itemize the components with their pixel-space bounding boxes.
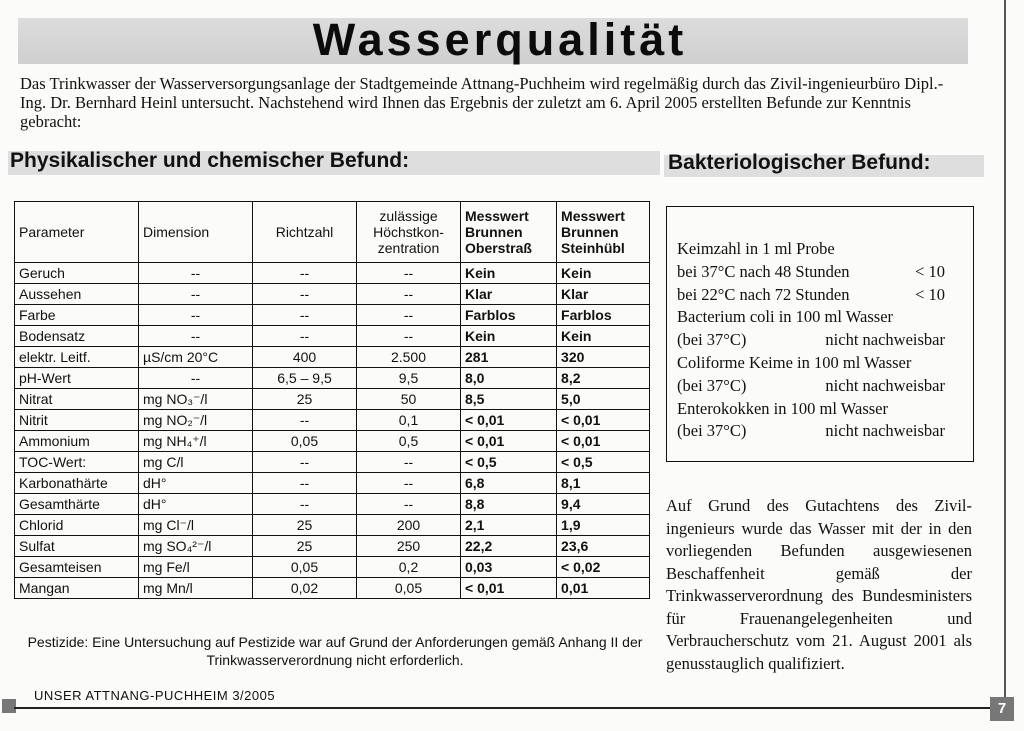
cell-steinhuebl: 23,6 bbox=[557, 536, 650, 557]
table-row bbox=[15, 515, 650, 536]
bakt-item bbox=[677, 375, 957, 398]
cell-dimension: µS/cm 20°C bbox=[139, 347, 253, 368]
bakt-item bbox=[677, 420, 957, 443]
bakt-item-label: (bei 37°C) bbox=[677, 330, 747, 350]
cell-parameter: Ammonium bbox=[15, 431, 139, 452]
bakt-item-value bbox=[945, 352, 957, 375]
bakt-item-value bbox=[945, 238, 957, 261]
cell-parameter: Chlorid bbox=[15, 515, 139, 536]
col-header-oberstrass: Messwert Brunnen Oberstraß bbox=[461, 202, 557, 263]
cell-hoechstkonzentration: -- bbox=[357, 263, 461, 284]
bakt-item-value: nicht nachweisbar bbox=[825, 330, 945, 350]
bakt-item-label: (bei 37°C) bbox=[677, 421, 747, 441]
bakt-item-label: Coliforme Keime in 100 ml Wasser bbox=[677, 352, 912, 372]
bakt-item bbox=[677, 238, 957, 261]
cell-oberstrass: Kein bbox=[461, 326, 557, 347]
cell-steinhuebl: < 0,5 bbox=[557, 452, 650, 473]
bakt-item-label: Bacterium coli in 100 ml Wasser bbox=[677, 307, 894, 327]
col-header-richtzahl: Richtzahl bbox=[253, 202, 357, 263]
cell-hoechstkonzentration: -- bbox=[357, 305, 461, 326]
cell-steinhuebl: 8,1 bbox=[557, 473, 650, 494]
cell-oberstrass: 6,8 bbox=[461, 473, 557, 494]
cell-oberstrass: 2,1 bbox=[461, 515, 557, 536]
cell-dimension: -- bbox=[139, 284, 253, 305]
table-row bbox=[15, 494, 650, 515]
cell-hoechstkonzentration: 0,5 bbox=[357, 431, 461, 452]
cell-dimension: mg C/l bbox=[139, 452, 253, 473]
bakt-heading: Bakteriologischer Befund: bbox=[668, 151, 931, 174]
cell-parameter: Nitrat bbox=[15, 389, 139, 410]
gutachten-paragraph: Auf Grund des Gutachtens des Zivil-ingenieurs wurde das Wasser mit der in den vorliegenden Befunden ausgewiesenen Beschaffenheit gemäß der Trinkwasserverordnung des Bundesministers für Frauenangelegenheiten und Verbraucherschutz vom 21. August 2001 als genusstauglich qualifiziert. bbox=[666, 496, 972, 673]
cell-hoechstkonzentration: 50 bbox=[357, 389, 461, 410]
cell-dimension: mg SO₄²⁻/l bbox=[139, 536, 253, 557]
cell-dimension: mg NH₄⁺/l bbox=[139, 431, 253, 452]
cell-steinhuebl: 8,2 bbox=[557, 368, 650, 389]
cell-oberstrass: < 0,01 bbox=[461, 410, 557, 431]
bakt-item bbox=[677, 398, 957, 421]
cell-dimension: mg Mn/l bbox=[139, 578, 253, 599]
table-row bbox=[15, 368, 650, 389]
cell-parameter: Gesamthärte bbox=[15, 494, 139, 515]
bakt-item-label: Keimzahl in 1 ml Probe bbox=[677, 239, 835, 258]
cell-steinhuebl: Kein bbox=[557, 326, 650, 347]
table-body bbox=[15, 263, 650, 599]
bakt-item-value: < 10 bbox=[915, 284, 945, 304]
cell-hoechstkonzentration: -- bbox=[357, 284, 461, 305]
cell-hoechstkonzentration: -- bbox=[357, 494, 461, 515]
page-title: Wasserqualität bbox=[312, 14, 688, 65]
bakt-item-value: < 10 bbox=[915, 261, 945, 281]
bakt-item-label: (bei 37°C) bbox=[677, 375, 747, 395]
cell-richtzahl: -- bbox=[253, 326, 357, 347]
bakt-item-value bbox=[945, 306, 957, 329]
table-row bbox=[15, 389, 650, 410]
cell-parameter: TOC-Wert: bbox=[15, 452, 139, 473]
cell-parameter: Karbonathärte bbox=[15, 473, 139, 494]
cell-dimension: -- bbox=[139, 263, 253, 284]
table-row bbox=[15, 326, 650, 347]
cell-hoechstkonzentration: 0,05 bbox=[357, 578, 461, 599]
table-row bbox=[15, 305, 650, 326]
col-header-hoechstkonzentration: zulässige Höchstkon-zentration bbox=[357, 202, 461, 263]
cell-hoechstkonzentration: -- bbox=[357, 473, 461, 494]
cell-steinhuebl: 5,0 bbox=[557, 389, 650, 410]
cell-steinhuebl: Klar bbox=[557, 284, 650, 305]
cell-steinhuebl: < 0,01 bbox=[557, 410, 650, 431]
cell-dimension: mg NO₂⁻/l bbox=[139, 410, 253, 431]
cell-parameter: Geruch bbox=[15, 263, 139, 284]
bakt-list bbox=[677, 238, 957, 443]
col-header-parameter: Parameter bbox=[15, 202, 139, 263]
intro-paragraph: Das Trinkwasser der Wasserversorgungsanlage der Stadtgemeinde Attnang-Puchheim wird regelmäßig durch das Zivil-ingenieurbüro Dipl.-Ing. Dr. Bernhard Heinl untersucht. Nachstehend wird Ihnen das Ergebnis der zuletzt am 6. April 2005 erstellten Befunde zur Kenntnis gebracht: bbox=[20, 74, 944, 131]
cell-hoechstkonzentration: 0,2 bbox=[357, 557, 461, 578]
cell-dimension: dH° bbox=[139, 494, 253, 515]
cell-richtzahl: 0,02 bbox=[253, 578, 357, 599]
cell-parameter: elektr. Leitf. bbox=[15, 347, 139, 368]
bakt-item-label: Enterokokken in 100 ml Wasser bbox=[677, 398, 888, 418]
cell-richtzahl: -- bbox=[253, 284, 357, 305]
bakt-item-label: bei 37°C nach 48 Stunden bbox=[677, 261, 850, 281]
table-row bbox=[15, 347, 650, 368]
cell-hoechstkonzentration: -- bbox=[357, 452, 461, 473]
cell-steinhuebl: 320 bbox=[557, 347, 650, 368]
cell-richtzahl: 6,5 – 9,5 bbox=[253, 368, 357, 389]
cell-oberstrass: < 0,01 bbox=[461, 578, 557, 599]
cell-hoechstkonzentration: -- bbox=[357, 326, 461, 347]
table-row bbox=[15, 431, 650, 452]
cell-parameter: pH-Wert bbox=[15, 368, 139, 389]
table-row bbox=[15, 473, 650, 494]
cell-hoechstkonzentration: 200 bbox=[357, 515, 461, 536]
table-row bbox=[15, 410, 650, 431]
page-edge-line bbox=[1004, 0, 1006, 700]
cell-richtzahl: -- bbox=[253, 473, 357, 494]
page-number: 7 bbox=[990, 697, 1014, 721]
cell-hoechstkonzentration: 0,1 bbox=[357, 410, 461, 431]
bakt-item bbox=[677, 261, 957, 284]
table-row bbox=[15, 536, 650, 557]
table-row bbox=[15, 452, 650, 473]
cell-dimension: dH° bbox=[139, 473, 253, 494]
table-row bbox=[15, 284, 650, 305]
cell-richtzahl: 0,05 bbox=[253, 431, 357, 452]
table-row bbox=[15, 578, 650, 599]
col-header-dimension: Dimension bbox=[139, 202, 253, 263]
befund-table bbox=[14, 201, 650, 599]
cell-parameter: Mangan bbox=[15, 578, 139, 599]
cell-richtzahl: -- bbox=[253, 494, 357, 515]
table-row bbox=[15, 557, 650, 578]
bakt-item-value bbox=[945, 398, 957, 421]
cell-oberstrass: < 0,5 bbox=[461, 452, 557, 473]
cell-oberstrass: Farblos bbox=[461, 305, 557, 326]
cell-richtzahl: -- bbox=[253, 263, 357, 284]
cell-dimension: -- bbox=[139, 368, 253, 389]
cell-dimension: mg Fe/l bbox=[139, 557, 253, 578]
cell-richtzahl: 25 bbox=[253, 515, 357, 536]
footer-square bbox=[2, 699, 16, 713]
cell-oberstrass: Klar bbox=[461, 284, 557, 305]
cell-parameter: Gesamteisen bbox=[15, 557, 139, 578]
cell-steinhuebl: 0,01 bbox=[557, 578, 650, 599]
cell-parameter: Aussehen bbox=[15, 284, 139, 305]
cell-dimension: mg Cl⁻/l bbox=[139, 515, 253, 536]
col-header-steinhuebl: Messwert Brunnen Steinhübl bbox=[557, 202, 650, 263]
cell-parameter: Farbe bbox=[15, 305, 139, 326]
cell-oberstrass: 281 bbox=[461, 347, 557, 368]
cell-richtzahl: -- bbox=[253, 410, 357, 431]
pestizide-note: Pestizide: Eine Untersuchung auf Pestizide war auf Grund der Anforderungen gemäß Anhang II der Trinkwasserverordnung nicht erforderlich. bbox=[27, 634, 643, 668]
bakt-item bbox=[677, 306, 957, 329]
cell-oberstrass: 22,2 bbox=[461, 536, 557, 557]
cell-parameter: Sulfat bbox=[15, 536, 139, 557]
cell-richtzahl: -- bbox=[253, 452, 357, 473]
cell-hoechstkonzentration: 2.500 bbox=[357, 347, 461, 368]
bakt-item-value: nicht nachweisbar bbox=[825, 421, 945, 441]
cell-oberstrass: Kein bbox=[461, 263, 557, 284]
bakt-item bbox=[677, 329, 957, 352]
bakt-item bbox=[677, 284, 957, 307]
table-header-row bbox=[15, 202, 650, 263]
cell-oberstrass: 0,03 bbox=[461, 557, 557, 578]
footer-text: UNSER ATTNANG-PUCHHEIM 3/2005 bbox=[34, 688, 276, 703]
phys-chem-heading: Physikalischer und chemischer Befund: bbox=[10, 149, 410, 172]
bakt-item-label: bei 22°C nach 72 Stunden bbox=[677, 284, 850, 304]
cell-oberstrass: < 0,01 bbox=[461, 431, 557, 452]
cell-parameter: Bodensatz bbox=[15, 326, 139, 347]
cell-richtzahl: 400 bbox=[253, 347, 357, 368]
cell-hoechstkonzentration: 250 bbox=[357, 536, 461, 557]
cell-parameter: Nitrit bbox=[15, 410, 139, 431]
cell-oberstrass: 8,0 bbox=[461, 368, 557, 389]
cell-dimension: mg NO₃⁻/l bbox=[139, 389, 253, 410]
cell-steinhuebl: 9,4 bbox=[557, 494, 650, 515]
cell-oberstrass: 8,5 bbox=[461, 389, 557, 410]
cell-steinhuebl: Kein bbox=[557, 263, 650, 284]
cell-steinhuebl: Farblos bbox=[557, 305, 650, 326]
cell-steinhuebl: < 0,02 bbox=[557, 557, 650, 578]
cell-richtzahl: 0,05 bbox=[253, 557, 357, 578]
table-row bbox=[15, 263, 650, 284]
cell-richtzahl: -- bbox=[253, 305, 357, 326]
cell-richtzahl: 25 bbox=[253, 536, 357, 557]
cell-richtzahl: 25 bbox=[253, 389, 357, 410]
cell-hoechstkonzentration: 9,5 bbox=[357, 368, 461, 389]
cell-oberstrass: 8,8 bbox=[461, 494, 557, 515]
cell-steinhuebl: < 0,01 bbox=[557, 431, 650, 452]
cell-dimension: -- bbox=[139, 305, 253, 326]
cell-dimension: -- bbox=[139, 326, 253, 347]
bakt-item bbox=[677, 352, 957, 375]
cell-steinhuebl: 1,9 bbox=[557, 515, 650, 536]
footer-line bbox=[14, 707, 990, 709]
bakt-item-value: nicht nachweisbar bbox=[825, 375, 945, 395]
